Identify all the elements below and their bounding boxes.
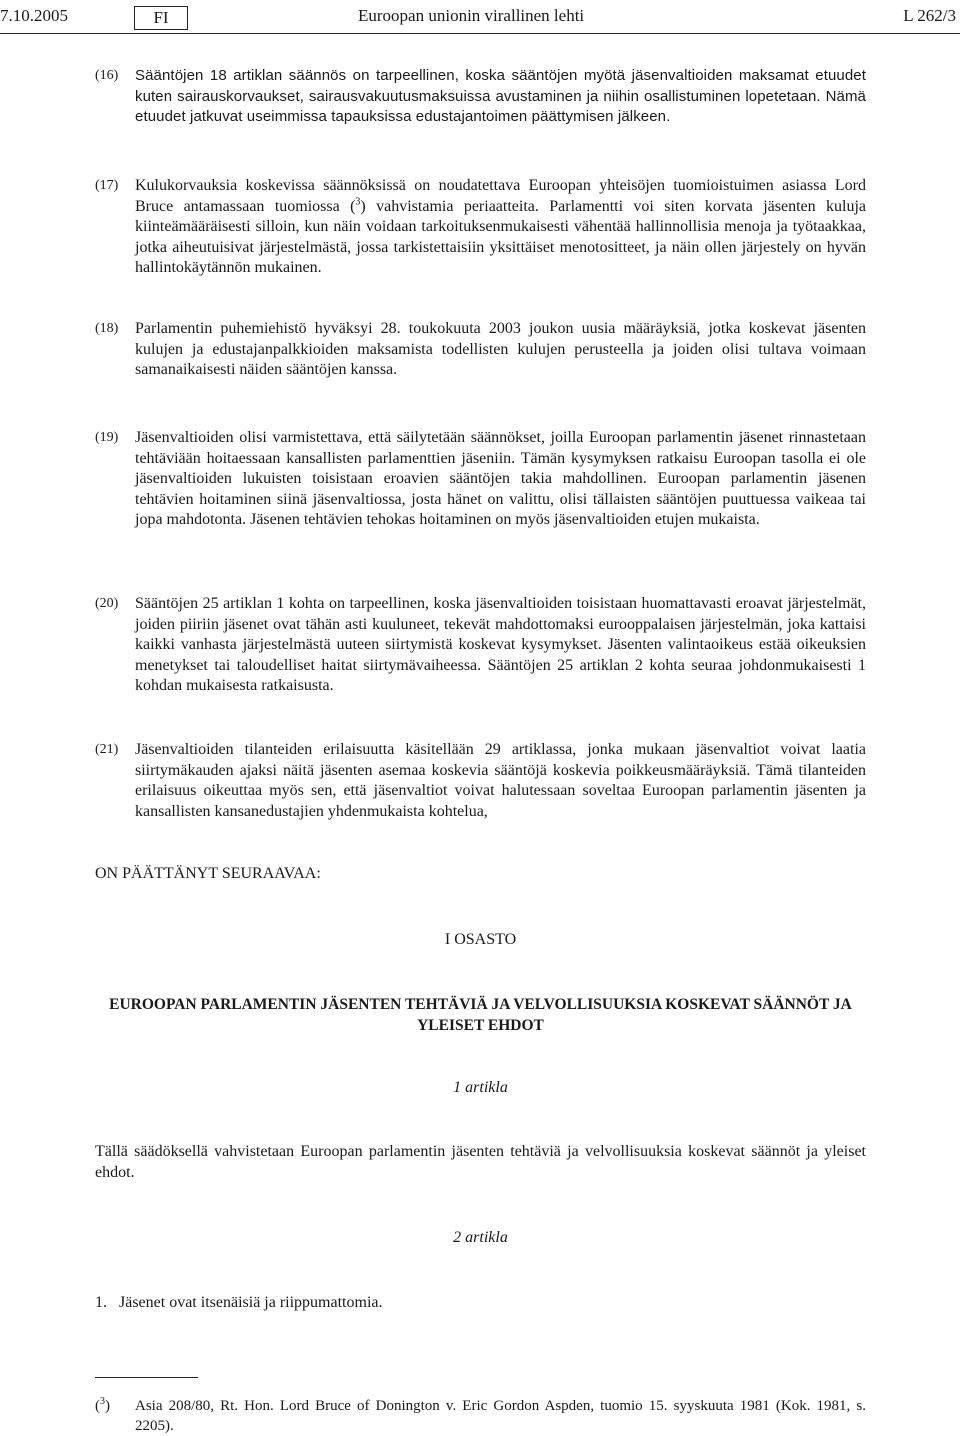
footnote-text: Asia 208/80, Rt. Hon. Lord Bruce of Donington v. Eric Gordon Aspden, tuomio 15. syyskuuta 1981 (Kok. 1981, s. 2205). <box>135 1398 866 1434</box>
recital-text: Kulukorvauksia koskevissa säännöksissä on noudatettava Euroopan yhteisöjen tuomioistuimen asiassa Lord Bruce antamassaan tuomiossa ($^3$) vahvistamia periaatteita. Parlamentti voi siten korvata jäsenten kuluja kiinteämääräisesti silloin, kun näin voidaan tarkoituksenmukaisesti vähentää hallinnollisia menoja ja työtaakkaa, jotka aiheutuisivat järjestelmästä, jossa tarkistettaisiin yksittäiset menotositteet, ja näin ollen järjestely on hyvän hallintokäytännön mukainen. <box>135 177 866 276</box>
recital-19 <box>95 428 866 531</box>
recital-number: (16) <box>95 68 119 83</box>
journal-title: Euroopan unionin virallinen lehti <box>358 6 585 25</box>
header-divider <box>0 33 960 34</box>
decision-formula: ON PÄÄTTÄNYT SEURAAVAA: <box>95 865 321 882</box>
recital-17 <box>95 176 866 279</box>
recital-text: Jäsenvaltioiden olisi varmistettava, että säilytetään säännökset, joilla Euroopan parlamentin jäsenet rinnastetaan tehtäviään hoitaessaan kansallisten parlamenttien jäseniin. Tämän kysymyksen ratkaisu Euroopan tasolla ei ole jäsenvaltioiden lukuisten toisistaan eroavien sääntöjen takia mahdollinen. Euroopan parlamentin jäsenen tehtävien hoitaminen siinä jäsenvaltiossa, josta hänet on valittu, olisi tällaisten sääntöjen puuttuessa vaikeaa tai jopa mahdotonta. Jäsenen tehtävien tehokas hoitaminen on myös jäsenvaltioiden etujen mukaista. <box>135 429 866 528</box>
page-number: L 262/3 <box>903 6 956 25</box>
recital-text: Sääntöjen 18 artiklan säännös on tarpeellinen, koska sääntöjen myötä jäsenvaltioiden maksamat etuudet kuten sairauskorvaukset, sairausvakuutusmaksuissa avustaminen ja niihin osallistuminen lopetetaan. Nämä etuudet jatkuvat useimmissa tapauksissa edustajantoimen päättymisen jälkeen. <box>135 67 866 125</box>
article-2-paragraph-1: 1. Jäsenet ovat itsenäisiä ja riippumattomia. <box>95 1294 383 1311</box>
footnote-3 <box>95 1396 866 1436</box>
title-heading: EUROOPAN PARLAMENTIN JÄSENTEN TEHTÄVIÄ JA VELVOLLISUUKSIA KOSKEVAT SÄÄNNÖT JA YLEISET EHDOT <box>109 996 852 1034</box>
recital-number: (17) <box>95 178 119 193</box>
recital-text: Sääntöjen 25 artiklan 1 kohta on tarpeellinen, koska jäsenvaltioiden toisistaan huomattavasti eroavat järjestelmät, joiden piiriin jäsenet ovat tähän asti kuuluneet, tekevät mahdottomaksi eurooppalaisen järjestelmän, joka kattaisi kaikki vanhasta järjestelmästä uuteen siirtymistä koskevat kysymykset. Jäsenten valintaoikeus estää oikeuksien menetykset tai taloudelliset haitat siirtymävaiheessa. Sääntöjen 25 artiklan 2 kohta seuraa johdonmukaisesti 1 kohdan mukaisesta ratkaisusta. <box>135 595 866 694</box>
recital-text: Jäsenvaltioiden tilanteiden erilaisuutta käsitellään 29 artiklassa, jonka mukaan jäsenvaltiot voivat laatia siirtymäkauden ajaksi näitä jäsenten asemaa koskevia sääntöjä koskevia poikkeusmääräyksiä. Tämä tilanteiden erilaisuus oikeuttaa myös sen, että jäsenvaltiot voivat halutessaan soveltaa Euroopan parlamentin jäsenten ja kansallisten kansanedustajien yhdenmukaista kohtelua, <box>135 741 866 820</box>
header-date: 7.10.2005 <box>0 6 68 25</box>
article-2-heading: 2 artikla <box>453 1229 508 1246</box>
language-badge: FI <box>134 6 188 30</box>
article-1-text: Tällä säädöksellä vahvistetaan Euroopan parlamentin jäsenten tehtäviä ja velvollisuuksia koskevat säännöt ja yleiset ehdot. <box>95 1143 866 1181</box>
footnote-reference: 3 <box>355 196 361 208</box>
article-1-heading: 1 artikla <box>453 1079 508 1096</box>
footnote-divider <box>95 1377 198 1378</box>
footnote-number: ($^3$) <box>95 1396 110 1414</box>
recital-18 <box>95 319 866 381</box>
recital-number: (20) <box>95 596 119 611</box>
recital-number: (19) <box>95 430 119 445</box>
recital-16 <box>95 66 866 128</box>
recital-text: Parlamentin puhemiehistö hyväksyi 28. toukokuuta 2003 joukon uusia määräyksiä, jotka koskevat jäsenten kulujen ja edustajanpalkkioiden maksamista todellisten kulujen perusteella ja joiden olisi tultava voimaan samanaikaisesti näiden sääntöjen kanssa. <box>135 320 866 378</box>
recital-20 <box>95 594 866 697</box>
recital-number: (18) <box>95 321 119 336</box>
recital-number: (21) <box>95 742 119 757</box>
title-part: I OSASTO <box>444 931 517 948</box>
page-header <box>0 6 960 30</box>
recital-21 <box>95 740 866 822</box>
